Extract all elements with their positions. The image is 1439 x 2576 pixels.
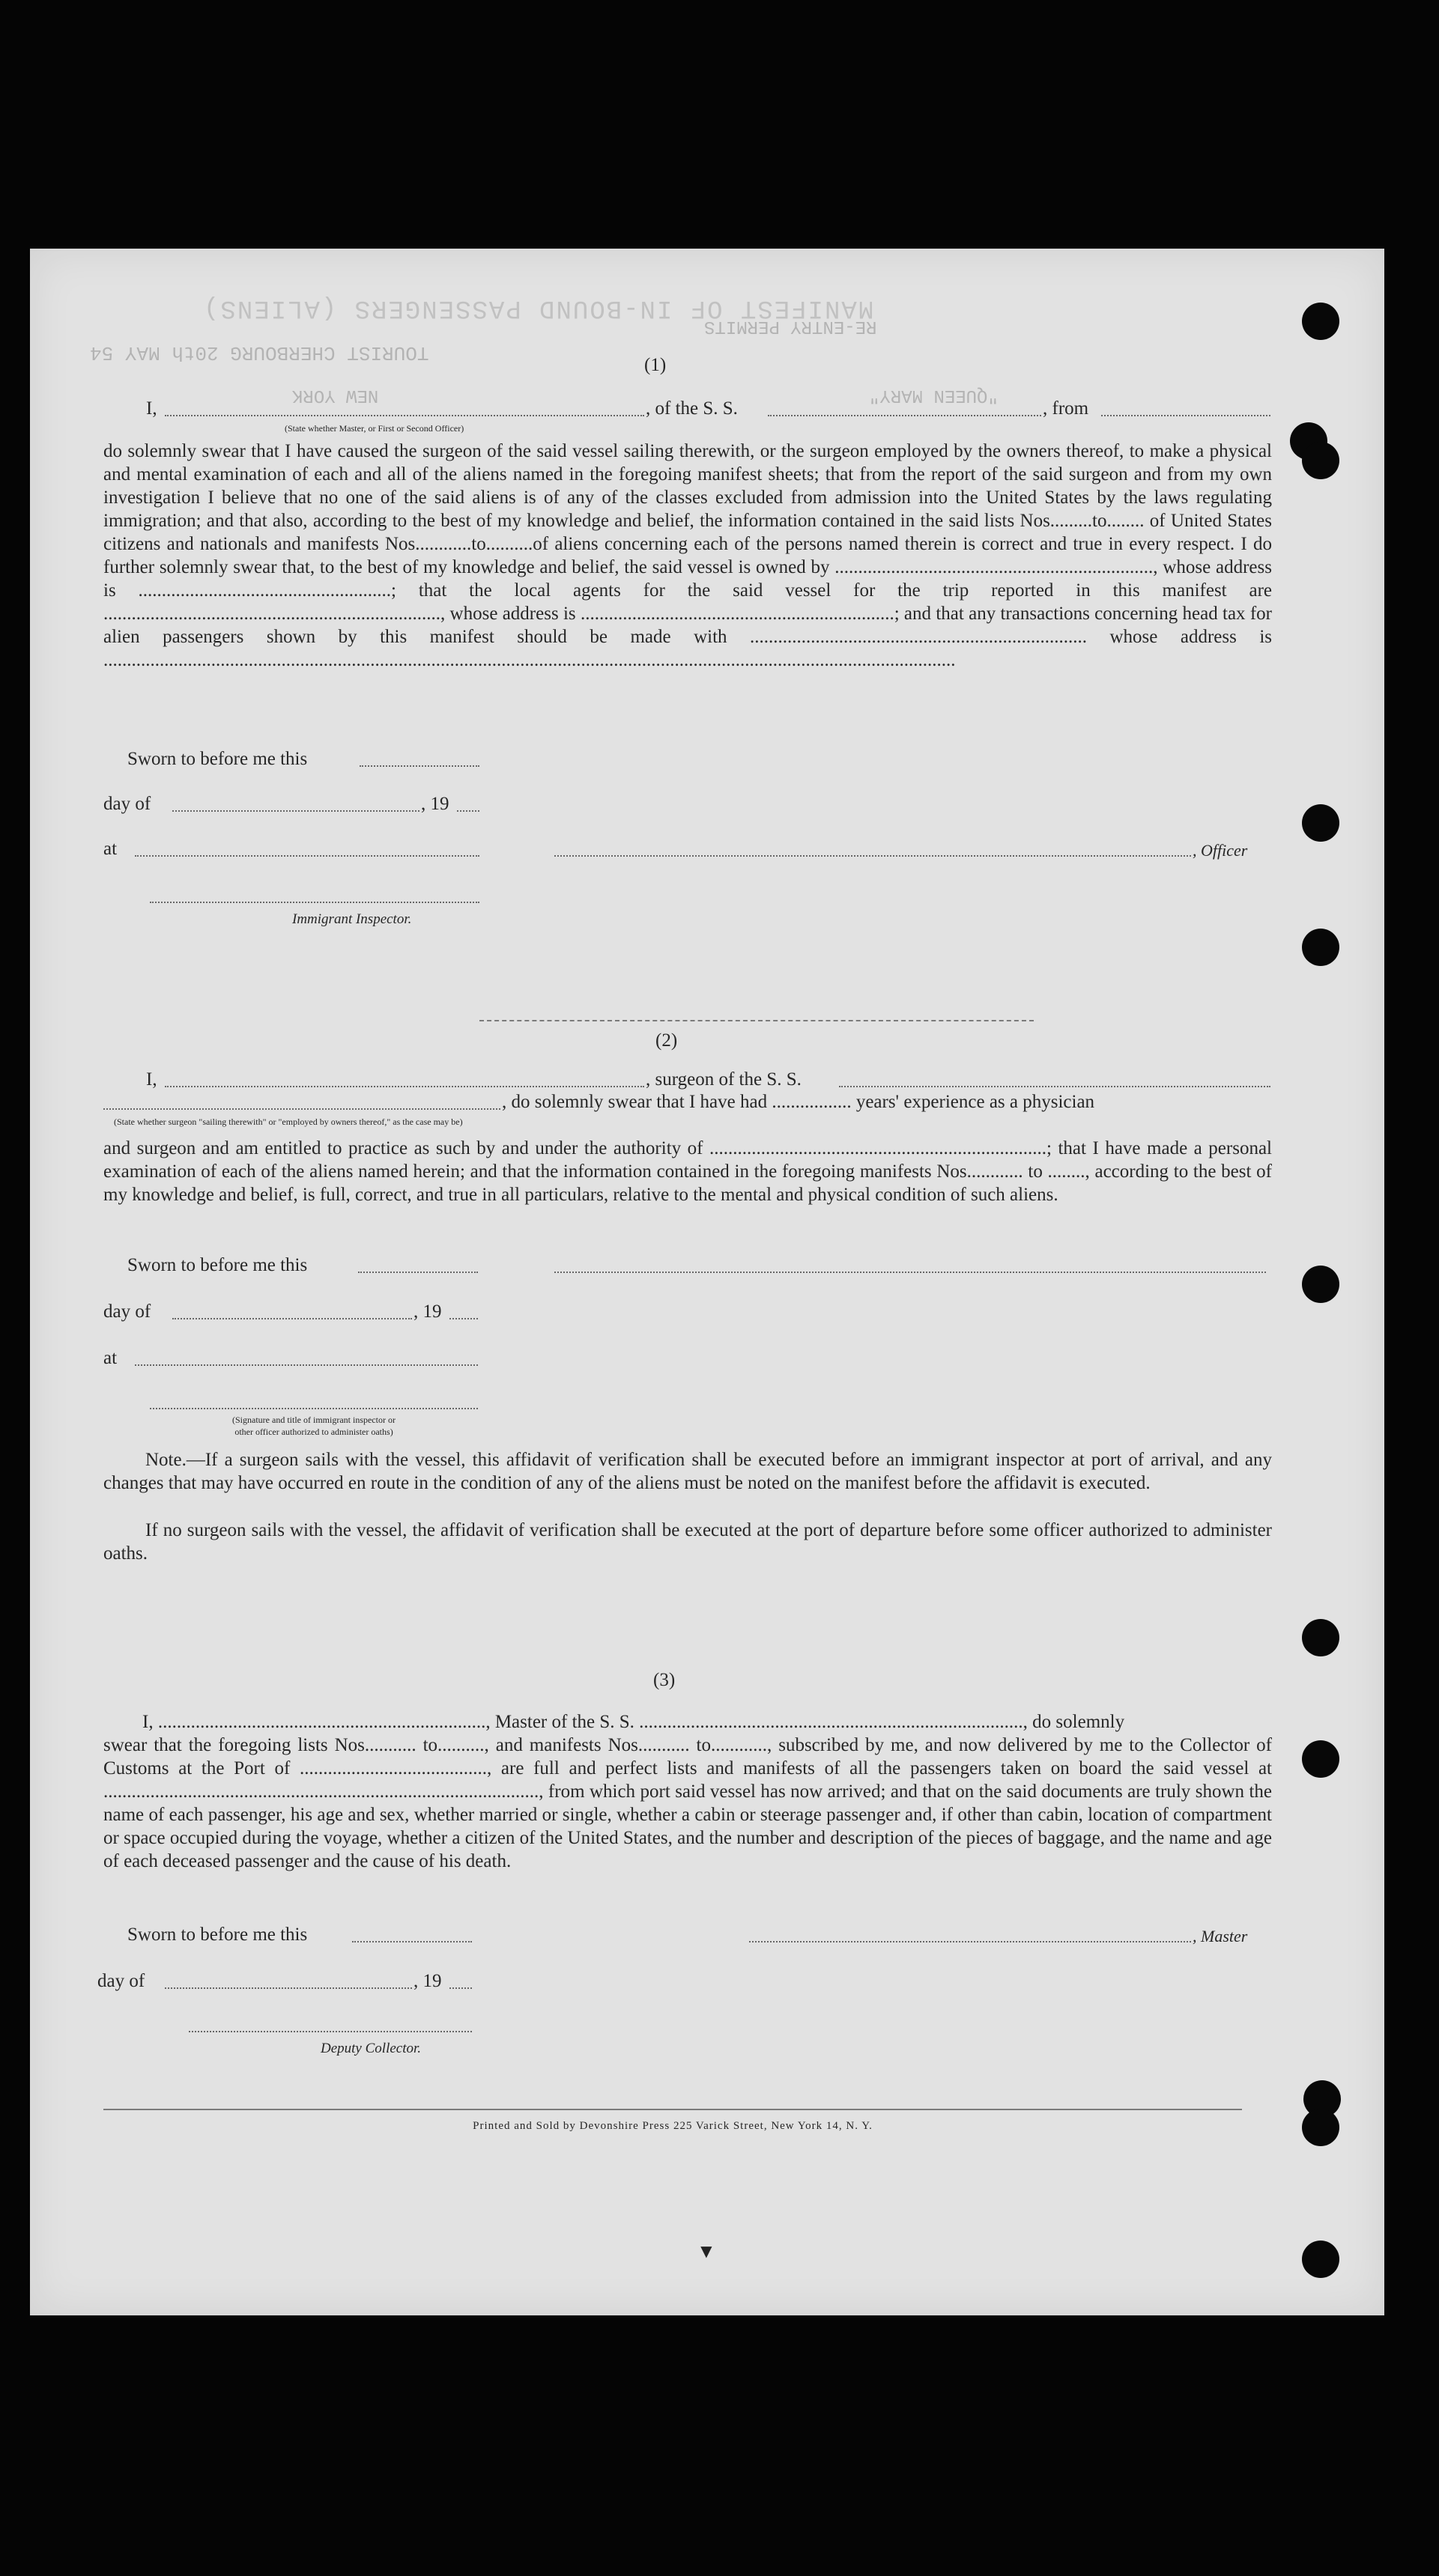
section-2-sworn-label: Sworn to before me this [127,1255,308,1275]
punch-hole [1302,1266,1339,1303]
surgeon-signature-line [554,1272,1266,1273]
section-2-at-label: at [103,1348,118,1368]
page-tick-mark: ▼ [697,2241,716,2262]
bleedthrough-header: MANIFEST OF IN-BOUND PASSENGERS (ALIENS) [202,294,874,322]
section-1-year-label: , 19 [421,794,449,814]
punch-hole [1302,804,1339,842]
master-name-line [165,415,644,416]
section-3-day-of-label: day of [97,1971,145,1991]
inspector-signature-line [150,902,479,903]
punch-hole [1302,303,1339,340]
section-1-at-line [135,855,479,857]
signature-title-note-2: other officer authorized to administer oaths) [234,1427,393,1437]
section-3-day-line [165,1987,412,1989]
surgeon-ship-line [839,1086,1270,1087]
deputy-collector-label: Deputy Collector. [321,2041,422,2056]
experience-line: , do solemnly swear that I have had ................. years' experience as a physician [502,1092,1095,1112]
section-3-master-line: I, ......................................................................, Master of the S. S. .................................................................................., do solemnly [142,1712,1125,1732]
section-2-signature-line [150,1408,478,1409]
section-1-year-line [457,810,479,812]
section-3-number: (3) [653,1670,676,1690]
of-the-ss-label: , of the S. S. [646,398,738,419]
surgeon-name-line [165,1086,644,1087]
surgeon-note-paragraph: Note.—If a surgeon sails with the vessel, this affidavit of verification shall be executed before an immigrant inspector at port of arrival, and any changes that may have occurred en route in the condition of any of the aliens must be noted on the manifest before the affidavit is executed. [103,1450,1272,1493]
surgeon-of-ss-label: , surgeon of the S. S. [646,1069,802,1090]
deputy-signature-line [189,2031,472,2032]
section-2-year-line [449,1318,478,1319]
section-3-oath-paragraph: swear that the foregoing lists Nos........... to.........., and manifests Nos........... to............, subscribed by me, and now delivered by me to the Collector of Customs at the Port of ........................................, are full and perfect lists and manifests of all the passengers taken on board the said vessel at ............................................................................................., from which port said vessel has now arrived; and that on the said documents are truly shown the name of each passenger, his age and sex, whether married or single, whether a cabin or steerage passenger and, if other than cabin, location of compartment or space occupied during the voyage, whether a citizen of the United States, and the number and description of the pieces of baggage, and the name and age of each deceased passenger and the cause of his death. [103,1735,1272,1871]
section-3-year-line [449,1987,472,1989]
footer-rule [103,2109,1242,2110]
state-whether-master-note: (State whether Master, or First or Second Officer) [285,423,464,434]
section-1-sworn-label: Sworn to before me this [127,749,308,769]
section-2-number: (2) [655,1030,678,1051]
section-2-day-line [172,1318,412,1319]
printer-credit: Printed and Sold by Devonshire Press 225 Varick Street, New York 14, N. Y. [473,2120,873,2132]
strike-through-line [479,1020,1034,1021]
punch-hole [1302,1740,1339,1778]
section-3-year-label: , 19 [413,1971,442,1991]
punch-hole [1302,929,1339,966]
section-2-sworn-line [358,1272,478,1273]
section-3-sworn-label: Sworn to before me this [127,1925,308,1945]
bleedthrough-line: TOURIST CHERBOURG 20th MAY 54 [90,341,429,364]
section-1-day-line [172,810,419,812]
immigrant-inspector-label: Immigrant Inspector. [292,911,412,927]
from-port-line [1101,415,1270,416]
section-2-day-of-label: day of [103,1301,151,1322]
section-1-oath-paragraph: do solemnly swear that I have caused the surgeon of the said vessel sailing therewith, or the surgeon employed by the owners thereof, to make a physical and mental examination of each and all of the aliens named in the foregoing manifest sheets; that from the report of the said surgeon and from my own investigation I believe that no one of the said aliens is of any of the classes excluded from admission into the United States by the laws regulating immigration; and that also, according to the best of my knowledge and belief, the information contained in the said lists Nos.........to........ of United States citizens and nationals and manifests Nos............to..........of aliens concerning each of the persons named therein is correct and true in every respect. I do further solemnly swear that, to the best of my knowledge and belief, the said vessel is owned by ...................................................................., whose address is ......................................................; that the local agents for the said vessel for the trip reported in this manifest are ........................................................................, whose address is ...................................................................; and that any transactions concerning head tax for alien passengers shown by this manifest should be made with ........................................................................ whose address is ...................................................................................................................................................................................... [103,441,1272,670]
bleedthrough-reentry: RE-ENTRY PERMITS [704,316,877,336]
punch-hole [1302,1619,1339,1656]
officer-signature-line [554,855,1191,857]
section-1-at-label: at [103,839,118,859]
manifest-page [30,249,1384,2315]
section-3-sworn-line [352,1941,472,1942]
punch-hole [1302,2109,1339,2146]
no-surgeon-note-paragraph: If no surgeon sails with the vessel, the affidavit of verification shall be executed at the port of departure before some officer authorized to administer oaths. [103,1520,1272,1564]
section-2-i-label: I, [146,1069,157,1090]
section-2-year-label: , 19 [413,1301,442,1322]
signature-title-note-1: (Signature and title of immigrant inspector or [232,1415,396,1425]
bleedthrough-port: NEW YORK [292,385,379,405]
section-1-i-label: I, [146,398,157,419]
master-signature-line [749,1941,1191,1942]
surgeon-type-line [103,1108,500,1110]
section-2-oath-paragraph: and surgeon and am entitled to practice as such by and under the authority of ........................................................................; that I have made a personal examination of each of the aliens named herein; and that the information contained in the foregoing manifests Nos............ to ........, according to the best of my knowledge and belief, is full, correct, and true in all particulars, relative to the mental and physical condition of such aliens. [103,1138,1272,1205]
state-whether-surgeon-note: (State whether surgeon "sailing therewith" or "employed by owners thereof," as the case may be) [114,1117,463,1127]
ship-name-line [768,415,1041,416]
section-2-at-line [135,1364,478,1366]
master-label: , Master [1193,1927,1248,1945]
section-1-day-of-label: day of [103,794,151,814]
from-label: , from [1043,398,1089,419]
section-1-number: (1) [644,355,667,375]
officer-label: , Officer [1193,841,1248,860]
bleedthrough-ship: "QUEEN MARY" [869,385,999,405]
punch-hole [1302,2241,1339,2278]
punch-hole [1302,442,1339,479]
section-1-sworn-line [360,765,479,767]
